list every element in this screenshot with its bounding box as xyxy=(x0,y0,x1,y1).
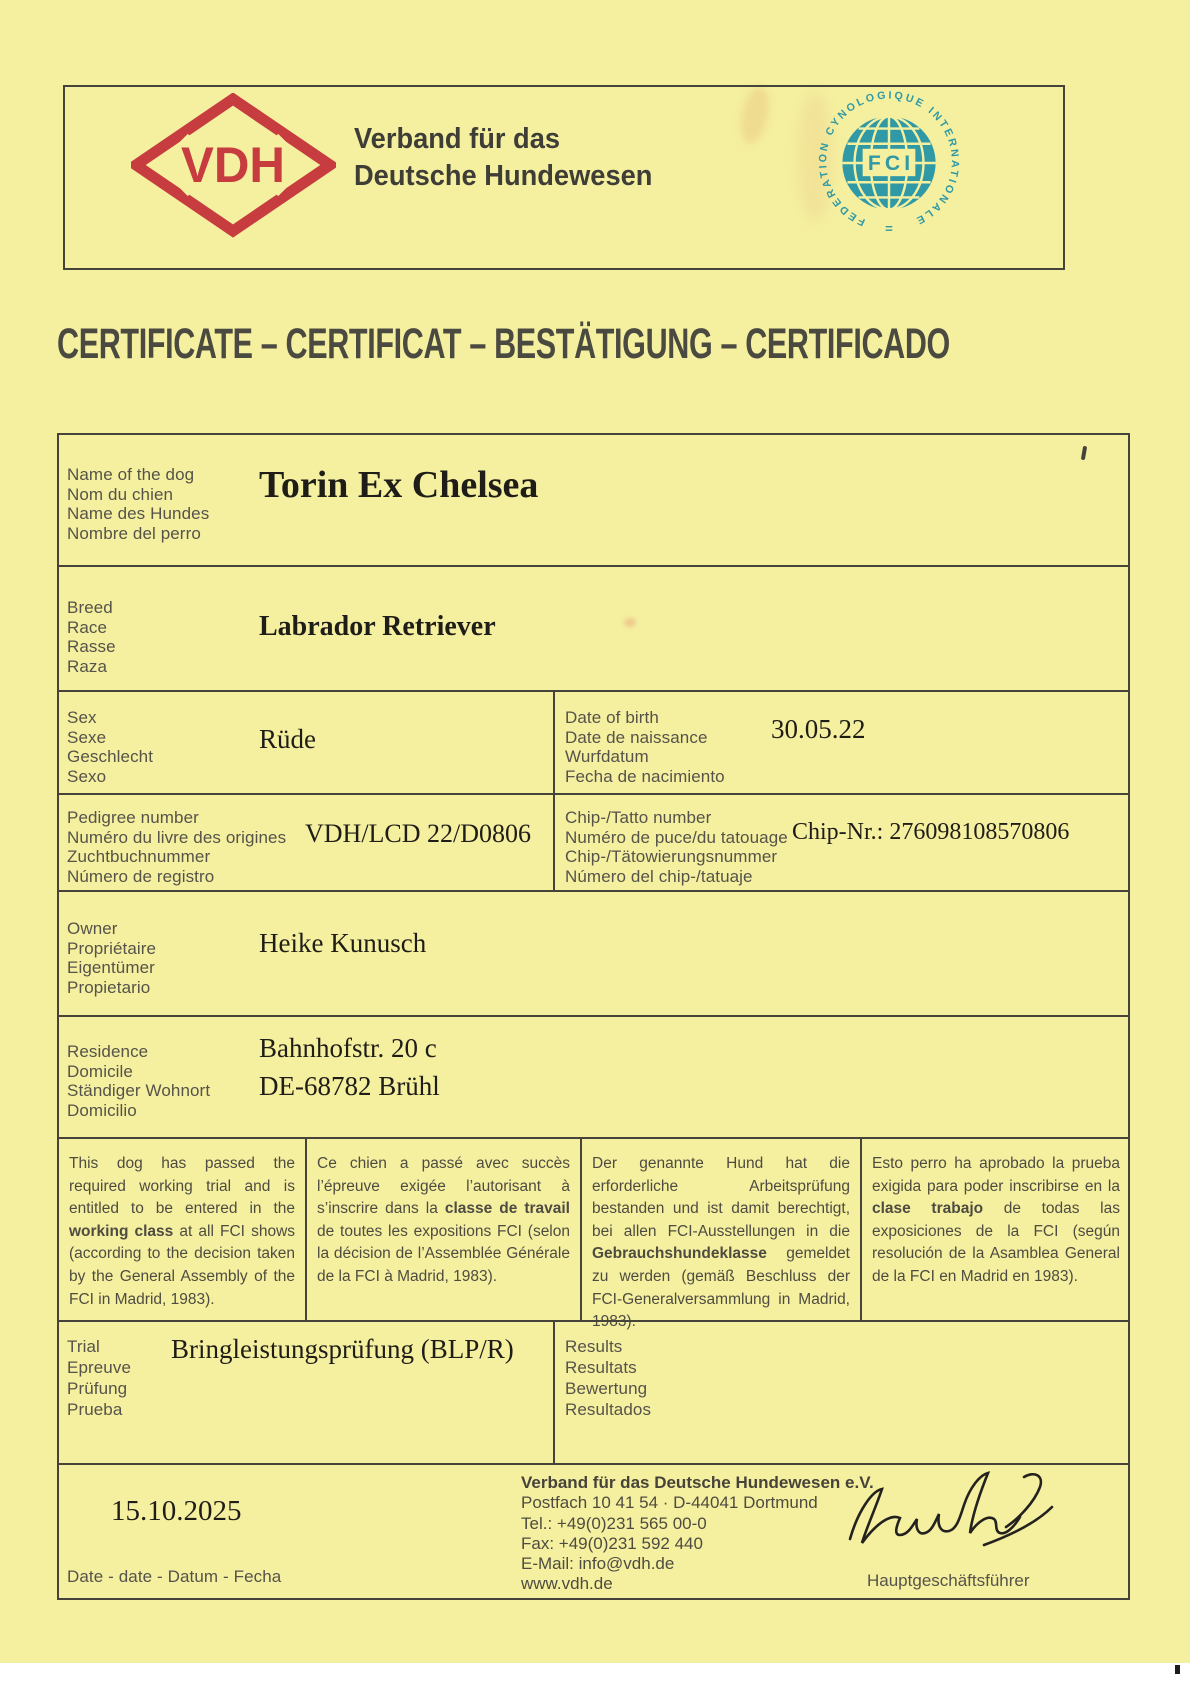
field-label: Fecha de nacimiento xyxy=(565,766,725,786)
field-label-group xyxy=(565,1336,651,1420)
row-residence xyxy=(59,1015,1128,1137)
field-label: Domicile xyxy=(67,1061,133,1081)
field-label: Eigentümer xyxy=(67,958,155,977)
address-line: www.vdh.de xyxy=(521,1574,613,1594)
field-label-group xyxy=(67,465,209,543)
field-label: Domicilio xyxy=(67,1100,137,1120)
signature-caption: Hauptgeschäftsführer xyxy=(867,1571,1030,1590)
field-label: Breed xyxy=(67,598,113,617)
field-label: Date de naissance xyxy=(565,727,708,747)
field-label: Pedigree number xyxy=(67,808,199,827)
chip-number-value: Chip-Nr.: 276098108570806 xyxy=(792,819,1070,845)
pedigree-number-value: VDH/LCD 22/D0806 xyxy=(305,819,532,848)
residence-city: DE-68782 Brühl xyxy=(259,1071,440,1101)
field-label: Residence xyxy=(67,1042,149,1061)
field-label: Results xyxy=(565,1337,623,1356)
field-label: Date of birth xyxy=(565,708,659,727)
field-label: Geschlecht xyxy=(67,747,154,766)
field-label: Sexo xyxy=(67,766,107,786)
row-footer xyxy=(59,1463,1128,1598)
row-trial-results xyxy=(59,1320,1128,1463)
fci-logo-icon xyxy=(813,87,965,239)
field-label: Prueba xyxy=(67,1400,123,1419)
field-label: Nom du chien xyxy=(67,484,174,504)
field-label: Name of the dog xyxy=(67,465,195,484)
issue-date-value: 15.10.2025 xyxy=(111,1495,242,1527)
field-label: Número de registro xyxy=(67,866,215,886)
field-label-group xyxy=(67,1042,210,1120)
field-label: Rasse xyxy=(67,637,116,656)
certificate-title: CERTIFICATE – CERTIFICAT – BESTÄTIGUNG – CERTIFICADO xyxy=(57,320,950,368)
breed-value: Labrador Retriever xyxy=(259,611,496,642)
address-line: Postfach 10 41 54 · D-44041 Dortmund xyxy=(521,1493,818,1513)
field-label: Numéro de puce/du tatouage xyxy=(565,827,788,847)
date-of-birth-value: 30.05.22 xyxy=(771,714,866,744)
scan-mark xyxy=(1175,1665,1180,1674)
field-label: Chip-/Tatto number xyxy=(565,808,712,827)
field-label-group xyxy=(67,708,153,786)
row-breed xyxy=(59,565,1128,690)
field-label: Resultados xyxy=(565,1400,652,1419)
signature-icon xyxy=(834,1467,1069,1567)
vdh-logo-icon xyxy=(131,93,336,238)
org-name xyxy=(354,121,652,195)
vdh-address-block xyxy=(521,1473,874,1595)
fci-center-text: FCI xyxy=(867,151,915,176)
field-label: Sex xyxy=(67,708,97,727)
field-label-group xyxy=(67,808,286,886)
field-label: Chip-/Tätowierungsnummer xyxy=(565,847,778,866)
field-label: Sexe xyxy=(67,727,107,747)
header-box xyxy=(63,85,1065,270)
field-label: Numéro du livre des origines xyxy=(67,827,287,847)
field-label: Trial xyxy=(67,1337,100,1356)
field-label: Resultats xyxy=(565,1358,637,1377)
field-label-group xyxy=(565,708,725,786)
table-divider xyxy=(553,1322,555,1463)
owner-value: Heike Kunusch xyxy=(259,928,427,958)
field-label: Número del chip-/tatuaje xyxy=(565,866,753,886)
statement-text: Der genannte Hund hat die erforderliche Arbeitsprüfung bestanden und ist damit berechtigt, bei allen FCI-Ausstellungen in die Gebrauchshundeklasse gemeldet zu werden (gemäß Beschluss der FCI-Generalversammlung in Madrid, 1983). xyxy=(592,1155,850,1331)
fci-ring-text: FEDERATION CYNOLOGIQUE INTERNATIONALE xyxy=(816,89,961,229)
row-statements xyxy=(59,1137,1128,1331)
statement-es xyxy=(862,1139,1130,1320)
field-label: Nombre del perro xyxy=(67,523,201,543)
statement-fr xyxy=(307,1139,580,1320)
row-dog-name xyxy=(59,435,1128,565)
table-divider xyxy=(553,795,555,890)
field-label: Zuchtbuchnummer xyxy=(67,847,211,866)
field-label: Wurfdatum xyxy=(565,747,649,766)
field-label-group xyxy=(67,598,116,676)
dog-name-value: Torin Ex Chelsea xyxy=(259,464,539,506)
field-label: Epreuve xyxy=(67,1358,132,1377)
row-pedigree-chip xyxy=(59,793,1128,890)
statement-en xyxy=(59,1139,305,1320)
address-line: E-Mail: info@vdh.de xyxy=(521,1554,675,1574)
field-label: Prüfung xyxy=(67,1379,128,1398)
field-label: Name des Hundes xyxy=(67,504,210,523)
statement-text: Esto perro ha aprobado la prueba exigida para poder inscribirse en la clase trabajo de todas las exposiciones de la FCI (según resolución de la Asamblea General de la FCI en Madrid en 1983). xyxy=(872,1155,1120,1285)
residence-street: Bahnhofstr. 20 c xyxy=(259,1033,437,1063)
certificate-table xyxy=(57,433,1130,1600)
field-label: Race xyxy=(67,617,108,637)
residence-value xyxy=(259,1029,440,1105)
trial-value: Bringleistungsprüfung (BLP/R) xyxy=(171,1334,514,1364)
row-sex-birth xyxy=(59,690,1128,793)
address-line: Fax: +49(0)231 592 440 xyxy=(521,1533,703,1553)
statement-text: Ce chien a passé avec succès l’épreuve exigée l’autorisant à s’inscrire dans la classe de travail de toutes les expositions FCI (selon la décision de l’Assemblée Générale de la FCI à Madrid, 1983). xyxy=(317,1155,570,1285)
field-label-group xyxy=(67,919,156,997)
row-owner xyxy=(59,890,1128,1015)
table-divider xyxy=(553,692,555,793)
org-name-line2: Deutsche Hundewesen xyxy=(354,160,653,192)
field-label: Ständiger Wohnort xyxy=(67,1081,211,1100)
field-label-group xyxy=(565,808,788,886)
field-label: Propriétaire xyxy=(67,938,157,958)
field-label: Propietario xyxy=(67,977,151,997)
date-caption: Date - date - Datum - Fecha xyxy=(67,1567,282,1586)
statement-de xyxy=(582,1139,860,1331)
address-line: Tel.: +49(0)231 565 00-0 xyxy=(521,1513,707,1533)
field-label: Bewertung xyxy=(565,1379,648,1398)
address-org-line: Verband für das Deutsche Hundewesen e.V. xyxy=(521,1473,874,1492)
sex-value: Rüde xyxy=(259,724,316,754)
org-name-line1: Verband für das xyxy=(354,123,561,155)
vdh-logo-text: VDH xyxy=(181,137,285,193)
statement-text: This dog has passed the required working trial and is entitled to be entered in the working class at all FCI shows (according to the decision taken by the General Assembly of the FCI in Madrid, 1983). xyxy=(69,1155,296,1308)
field-label: Owner xyxy=(67,919,118,938)
fci-equals-mark: = xyxy=(885,220,893,236)
field-label: Raza xyxy=(67,656,108,676)
field-label-group xyxy=(67,1336,131,1420)
